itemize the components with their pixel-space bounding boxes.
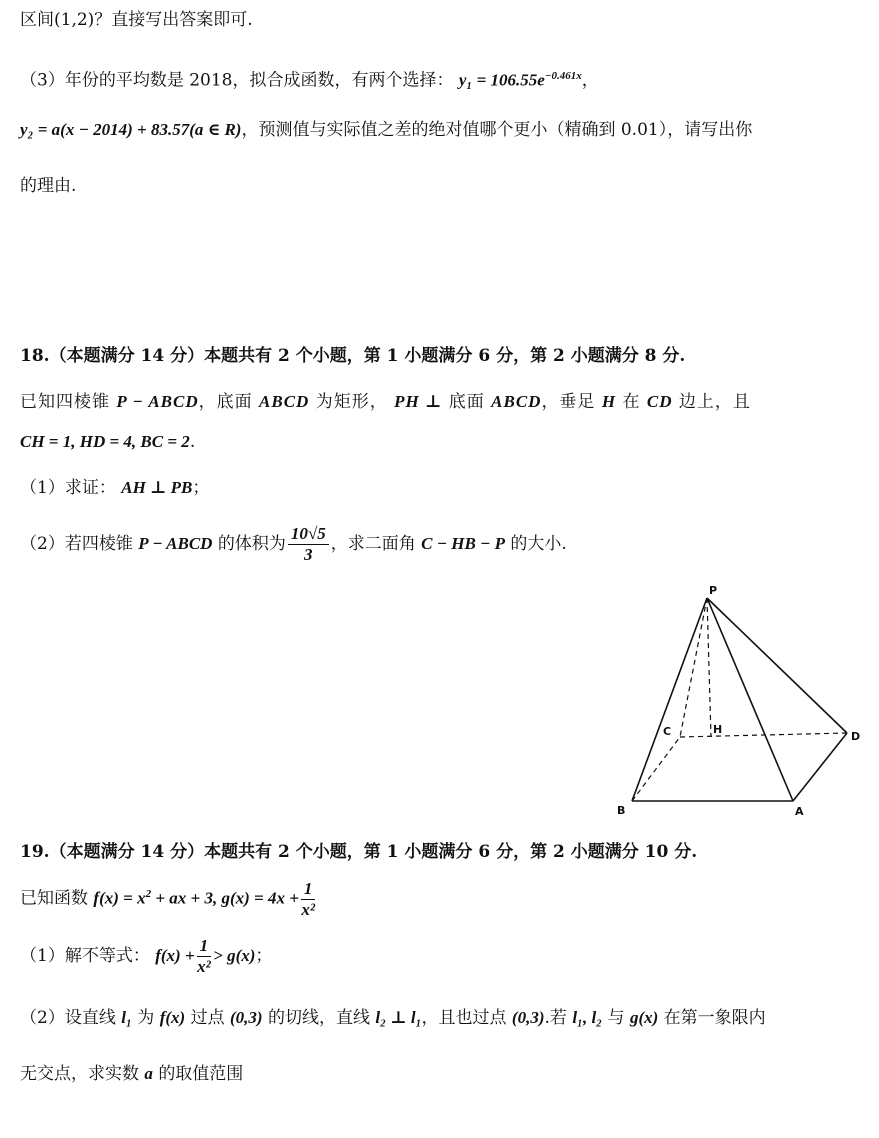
q18-stem-text-f: 在 <box>622 392 641 412</box>
q19-fx: f(x) = x <box>93 888 146 908</box>
q18-stem-math-ph: PH ⊥ <box>394 392 443 411</box>
edge-bc <box>632 737 680 801</box>
q19-p1-text: （1）解不等式： <box>20 946 150 966</box>
q18-stem-line2 <box>20 428 195 456</box>
q18-stem-math-abcd: ABCD <box>259 392 310 411</box>
q18-volume-fraction <box>288 524 329 565</box>
q18-stem-text-g: 边上，且 <box>678 392 751 412</box>
q19-p2-gx: g(x) <box>629 1008 659 1027</box>
q19-p2-text-e: ，且也过点 <box>421 1008 507 1028</box>
label-d: D <box>851 730 861 743</box>
q18-p2-text-b: 的体积为 <box>217 534 286 554</box>
q18-stem-line1 <box>20 388 751 416</box>
q17-part3-text-3: 的理由. <box>20 176 77 196</box>
q19-p2-text-a: （2）设直线 <box>20 1008 116 1028</box>
q18-volume-denominator: 3 <box>304 545 313 564</box>
q19-p1-denominator: x² <box>197 957 211 976</box>
q19-p2-a: a <box>144 1064 153 1083</box>
pyramid-figure <box>600 575 870 825</box>
q19-p2-line2-end: 的取值范围 <box>158 1064 244 1084</box>
q19-stem-text: 已知函数 <box>20 888 88 909</box>
q19-stem <box>20 872 317 921</box>
label-a: A <box>795 805 804 818</box>
q18-stem-math-pabcd: P − ABCD <box>116 392 199 411</box>
q17-y1-end: ， <box>581 70 599 91</box>
q18-p2-math-dihedral: C − HB − P <box>421 534 505 553</box>
label-c: C <box>663 725 672 738</box>
q19-p1-lhs: f(x) + <box>155 946 195 965</box>
q19-gx: + ax + 3, g(x) = 4x + <box>151 888 299 908</box>
q19-p2-text-b: 为 <box>137 1008 155 1028</box>
q19-p2-text-c: 过点 <box>190 1008 225 1028</box>
q19-part2-line1 <box>20 1004 766 1032</box>
q18-p2-text-c: ，求二面角 <box>330 534 416 554</box>
q19-p2-l1: l₁ <box>121 1008 132 1027</box>
q19-p1-rhs: > g(x) <box>213 946 256 965</box>
q17-part3-line3 <box>20 172 76 200</box>
q17-y1-exponent: −0.461x <box>544 70 582 82</box>
edge-pc <box>680 598 707 737</box>
q18-part1 <box>20 474 209 502</box>
q18-p2-math-pabcd: P − ABCD <box>138 534 213 553</box>
q19-p2-point: (0,3) <box>230 1008 263 1027</box>
q18-stem-math-cd: CD <box>646 392 673 411</box>
q19-p2-point-2: (0,3) <box>511 1008 545 1027</box>
q19-p1-end: ； <box>255 946 273 966</box>
edge-cd <box>680 733 847 737</box>
q17-y2-formula: y₂ = a(x − 2014) + 83.57(a ∈ R) <box>20 120 242 139</box>
q19-p2-lines: l₁, l₂ <box>572 1008 603 1027</box>
q18-header <box>20 342 685 370</box>
q18-p2-text-a: （2）若四棱锥 <box>20 534 133 554</box>
q18-volume-numerator: 10√5 <box>288 524 329 545</box>
q19-gx-numerator: 1 <box>301 879 316 900</box>
edge-pb <box>632 598 707 801</box>
label-p: P <box>709 584 718 597</box>
q19-p1-numerator: 1 <box>197 936 212 957</box>
q18-stem2-end: . <box>189 432 196 452</box>
label-h: H <box>713 723 723 736</box>
q19-p2-perp: l₂ ⊥ l₁ <box>375 1008 422 1027</box>
q19-header-text: 19.（本题满分 14 分）本题共有 2 个小题，第 1 小题满分 6 分，第 2 小题满分 10 分. <box>20 842 698 862</box>
q17-y1-formula: y₁ = 106.55e <box>458 70 545 90</box>
edge-ad <box>793 733 847 801</box>
q17-interval-text: 区间(1,2)？直接写出答案即可. <box>20 10 253 30</box>
q18-stem-text-d: 底面 <box>448 392 485 412</box>
q18-stem-text-e: ，垂足 <box>541 392 596 412</box>
q19-p2-fx: f(x) <box>159 1008 186 1027</box>
q19-p2-text-d: 的切线，直线 <box>267 1008 370 1028</box>
label-b: B <box>617 804 626 817</box>
edge-ph <box>707 598 711 737</box>
q18-p2-text-d: 的大小. <box>510 534 567 554</box>
q19-p2-line2-text: 无交点，求实数 <box>20 1064 139 1084</box>
q19-header <box>20 838 697 866</box>
q19-fx-sup: 2 <box>145 888 152 900</box>
q17-part3-line1 <box>20 62 599 95</box>
q19-gx-denominator: x² <box>301 899 315 919</box>
q19-p1-fraction <box>197 936 212 977</box>
q18-stem-math-abcd-2: ABCD <box>491 392 542 411</box>
q19-gx-fraction <box>301 879 316 920</box>
q18-p1-end: ； <box>192 478 210 498</box>
q18-p1-math: AH ⊥ PB <box>121 478 193 497</box>
q18-p1-text: （1）求证： <box>20 478 116 498</box>
q19-p2-text-g: 与 <box>607 1008 625 1028</box>
q18-stem-text-a: 已知四棱锥 <box>20 392 110 412</box>
q18-lengths: CH = 1, HD = 4, BC = 2 <box>20 432 190 451</box>
q17-part3-text-2: ，预测值与实际值之差的绝对值哪个更小（精确到 0.01），请写出你 <box>241 120 753 140</box>
q18-stem-text-b: ，底面 <box>198 392 253 412</box>
q18-stem-math-h: H <box>601 392 617 411</box>
edge-pd <box>707 598 847 733</box>
q19-part2-line2 <box>20 1060 243 1088</box>
q18-stem-text-c: 为矩形， <box>315 392 388 412</box>
q18-part2 <box>20 522 567 566</box>
q18-header-text: 18.（本题满分 14 分）本题共有 2 个小题，第 1 小题满分 6 分，第 2 小题满分 8 分. <box>20 346 686 366</box>
q17-part3-line2 <box>20 116 752 144</box>
q17-part3-text: （3）年份的平均数是 2018，拟合成函数，有两个选择： <box>20 70 454 91</box>
q19-p2-text-h: 在第一象限内 <box>663 1008 766 1028</box>
q19-part1 <box>20 934 272 978</box>
q19-p2-text-f: .若 <box>544 1008 567 1028</box>
q17-line-interval <box>20 6 253 34</box>
edge-pa <box>707 598 793 801</box>
